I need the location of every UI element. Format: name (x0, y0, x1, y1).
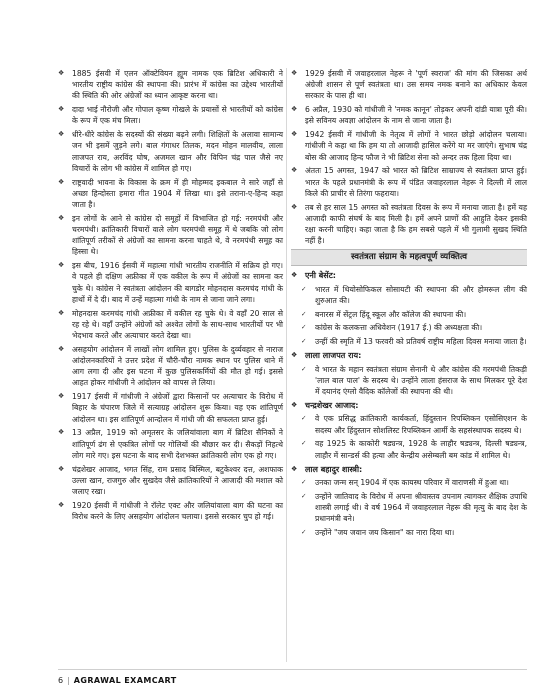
diamond-bullet-icon: ❖ (58, 69, 65, 77)
diamond-bullet-icon: ❖ (291, 351, 298, 360)
list-item (58, 177, 283, 211)
person-heading (291, 350, 527, 361)
list-item-text: 1942 ईसवी में गांधीजी के नेतृत्व में लोगों ने भारत छोड़ो आंदोलन चलाया। गांधीजी ने कहा था कि हम या तो आजादी हासिल करेंगे या मर जाएंगे। सुभाष चंद्र बोस की आजाद हिन्द फौज ने भी ब्रिटिश सेना को अन्दर तक हिला दिया था। (305, 130, 527, 162)
list-item (58, 427, 283, 461)
check-bullet-icon: ✓ (301, 478, 307, 487)
list-item (58, 213, 283, 258)
check-bullet-icon: ✓ (301, 439, 307, 448)
list-item-text: उन्हीं की स्मृति में 13 फरवरी को प्रतिवर्ष राष्ट्रीय महिला दिवस मनाया जाता है। (315, 337, 527, 347)
person-heading (291, 270, 527, 281)
section-title: स्वतंत्रता संग्राम के महत्वपूर्ण व्यक्तित्व (291, 249, 527, 266)
diamond-bullet-icon: ❖ (291, 166, 298, 175)
list-item-text: 1920 ईसवी में गांधीजी ने रॉलेट एक्ट और जलियांवाला बाग की घटना का विरोध करने के लिए असहयोग आंदोलन चलाया। इससे सरकार चुप हो गई। (72, 500, 283, 522)
list-item (291, 165, 527, 199)
diamond-bullet-icon: ❖ (58, 105, 65, 114)
list-item (291, 104, 527, 126)
list-item-text: 1929 ईसवी में जवाहरलाल नेहरू ने 'पूर्ण स्वराज' की मांग की जिसका अर्थ अंग्रेजी शासन से पूर्ण स्वतंत्रता था। उस समय नमक बनाने का अधिकार केवल सरकार के पास ही था। (305, 69, 527, 101)
sub-list-item (301, 527, 527, 538)
check-bullet-icon: ✓ (301, 323, 307, 332)
person-name: चन्द्रशेखर आजाद: (305, 401, 359, 411)
list-item-text: इस बीच, 1916 ईसवी में महात्मा गांधी भारतीय राजनीति में सक्रिय हो गए। वे पहले ही दक्षिण अफ्रीका में एक वकील के रूप में अंग्रेजों का सामना कर चुके थे। कांग्रेस ने स्वतंत्रता आंदोलन की बागडोर मोहनदास करमचंद गांधी के हाथों में दे दी। बाद में उन्हें महात्मा गांधी के नाम से जाना जाने लगा। (72, 261, 283, 304)
list-item-text: कांग्रेस के कलकत्ता अधिवेशन (1917 ई.) की अध्यक्षता की। (315, 323, 483, 333)
list-item (291, 68, 527, 102)
list-item (58, 260, 283, 305)
diamond-bullet-icon: ❖ (291, 271, 298, 280)
check-bullet-icon: ✓ (301, 414, 307, 423)
diamond-bullet-icon: ❖ (58, 392, 65, 401)
sub-list-item (301, 336, 527, 347)
brand-agrawal: AGRAWAL (73, 676, 122, 685)
list-item-text: धीरे-धीरे कांग्रेस के सदस्यों की संख्या बढ़ने लगी। शिक्षितों के अलावा सामान्य जन भी इसमें जुड़ने लगे। बाल गंगाधर तिलक, मदन मोहन मालवीय, लाला लाजपत राय, अरविंद घोष, अजमल खान और विपिन चंद्र पाल जैसे नए विचारों के लोग भी कांग्रेस में शामिल हो गए। (72, 130, 283, 173)
sub-list-item (301, 322, 527, 333)
diamond-bullet-icon: ❖ (58, 130, 65, 139)
list-item (291, 202, 527, 247)
list-item-text: चंद्रशेखर आजाद, भगत सिंह, राम प्रसाद बिस्मिल, बटुकेश्वर दत्त, अशफाक उल्ला खान, राजगुरु और सुखदेव जैसे क्रांतिकारियों ने आजादी की मशाल को जलाए रखा। (72, 464, 283, 497)
list-item (58, 68, 283, 102)
diamond-bullet-icon: ❖ (291, 130, 298, 139)
list-item-text: मोहनदास करमचंद गांधी अफ्रीका में वकील रह चुके थे। वे वहाँ 20 साल से रह रहे थे। वहाँ उन्होंने अंग्रेजों को अश्वेत लोगों के साथ-साथ भारतीयों पर भी भेदभाव करते और अत्याचार करते देखा था। (72, 308, 283, 341)
diamond-bullet-icon: ❖ (58, 464, 65, 473)
sub-list-item (301, 309, 527, 320)
list-item-text: वे भारत के महान स्वतंत्रता संग्राम सेनानी थे और कांग्रेस की गरमपंथी तिकड़ी 'लाल बाल पाल' के सदस्य थे। उन्होंने लाला हंसराज के साथ मिलकर पूरे देश में दयानंद एंग्लो वैदिक कॉलेजों की स्थापना की थी। (315, 364, 527, 397)
list-item-text: तब से हर साल 15 अगस्त को स्वतंत्रता दिवस के रूप में मनाया जाता है। हमें यह आजादी काफी संघर्ष के बाद मिली है। हमें अपने प्राणों की आहुति देकर इसकी रक्षा करनी चाहिए। कहा जाता है कि हम सबसे पहले में भी गुलामी सुखद स्थिति नहीं है। (305, 202, 527, 246)
list-item (58, 104, 283, 126)
footer-divider (58, 669, 527, 670)
right-column (291, 68, 527, 541)
page-footer (58, 675, 177, 687)
diamond-bullet-icon: ❖ (58, 344, 65, 353)
list-item-text: 1885 ईसवी में एलन ऑक्टेवियन ह्यूम नामक एक ब्रिटिश अधिकारी ने भारतीय राष्ट्रीय कांग्रेस की स्थापना की। प्रारंभ में कांग्रेस का उद्देश्य भारतीयों की स्थिति की ओर अंग्रेजों का ध्यान आकृष्ट करना था। (72, 69, 283, 101)
list-item-text: उन्होंने "जय जवान जय किसान" का नारा दिया था। (315, 528, 455, 538)
list-item-text: भारत में थियोसोफिकल सोसायटी की स्थापना की और होमरूल लीग की शुरुआत की। (315, 284, 527, 305)
check-bullet-icon: ✓ (301, 284, 307, 293)
diamond-bullet-icon: ❖ (291, 401, 298, 410)
list-item-text: उनका जन्म सन् 1904 में एक कायस्थ परिवार में वाराणसी में हुआ था। (315, 478, 509, 488)
person-name: एनी बेसेंट: (305, 271, 336, 281)
check-bullet-icon: ✓ (301, 491, 307, 500)
left-column (58, 68, 283, 525)
list-item-text: वह 1925 के काकोरी षड्यन्त्र, 1928 के लाहौर षड्यन्त्र, दिल्ली षड्यन्त्र, लाहौर में सान्डर्स की हत्या और केन्द्रीय असेम्बली बम कांड में शामिल थे। (315, 439, 527, 460)
list-item-text: 1917 ईसवी में गांधीजी ने अंग्रेजों द्वारा किसानों पर अत्याचार के विरोध में बिहार के चंपारण जिले में सत्याग्रह आंदोलन शुरू किया। यह एक शांतिपूर्ण आंदोलन था। इस शांतिपूर्ण आन्दोलन में गांधी जी की सफलता प्राप्त हुई। (72, 392, 283, 424)
diamond-bullet-icon: ❖ (291, 202, 298, 211)
check-bullet-icon: ✓ (301, 309, 307, 318)
person-name: लाल बहादुर शास्त्री: (305, 464, 363, 474)
check-bullet-icon: ✓ (301, 364, 307, 373)
list-item (58, 391, 283, 425)
list-item-text: अंततः 15 अगस्त, 1947 को भारत को ब्रिटिश साम्राज्य से स्वतंत्रता प्राप्त हुई। भारत के पहले प्रधानमंत्री के रूप में पंडित जवाहरलाल नेहरू ने दिल्ली में लाल किले की प्राचीर से तिरंगा फहराया। (305, 166, 527, 198)
list-item-text: बनारस में सेंट्रल हिंदू स्कूल और कॉलेज की स्थापना की। (315, 309, 467, 319)
check-bullet-icon: ✓ (301, 528, 307, 537)
list-item-text: इन लोगों के आने से कांग्रेस दो समूहों में विभाजित हो गई: नरमपंथी और चरमपंथी। क्रांतिकारी विचारों वाले लोग चरमपंथी समूह में थे जबकि जो लोग शांतिपूर्ण तरीकों से अंग्रेजों का सामना करना चाहते थे, वे नरमपंथी समूह का हिस्सा थे। (72, 213, 283, 257)
list-item-text: 13 अप्रैल, 1919 को अमृतसर के जलियांवाला बाग में ब्रिटिश सैनिकों ने शांतिपूर्ण ढंग से एकत्रित लोगों पर गोलियों की बौछार कर दी। सैकड़ों निहत्थे लोग मारे गए। इस घटना के बाद सभी देशभक्त क्रांतिकारी लोग एक हो गए। (72, 428, 283, 460)
person-heading (291, 400, 527, 411)
list-item (58, 308, 283, 342)
sub-list-item (301, 477, 527, 488)
person-heading (291, 464, 527, 475)
footer-separator: | (67, 676, 70, 685)
diamond-bullet-icon: ❖ (291, 105, 298, 114)
sub-list-item (301, 284, 527, 306)
list-item (291, 129, 527, 163)
list-item-text: दादा भाई नौरोजी और गोपाल कृष्ण गोखले के प्रयासों से भारतीयों को कांग्रेस के रूप में एक मंच मिला। (72, 105, 283, 126)
list-item-text: उन्होंने जातिवाद के विरोध में अपना श्रीवास्तव उपनाम त्यागकर शैक्षिक उपाधि शास्त्री लगाई थी। वे वर्ष 1964 में जवाहरलाल नेहरू की मृत्यु के बाद देश के प्रधानमंत्री बने। (315, 491, 527, 524)
diamond-bullet-icon: ❖ (291, 69, 298, 77)
list-item (58, 464, 283, 498)
brand-exam: EXAM (124, 676, 152, 685)
list-item-text: वे एक प्रसिद्ध क्रांतिकारी कार्यकर्ता, हिंदुस्तान रिपब्लिकन एसोसिएशन के सदस्य और हिंदुस्तान सोशलिस्ट रिपब्लिकन आर्मी के सहसंस्थापक सदस्य थे। (315, 414, 527, 435)
diamond-bullet-icon: ❖ (291, 464, 298, 473)
diamond-bullet-icon: ❖ (58, 308, 65, 317)
list-item (58, 344, 283, 389)
sub-list-item (301, 364, 527, 398)
list-item-text: असहयोग आंदोलन में लाखों लोग शामिल हुए। पुलिस के दुर्व्यवहार से नाराज आंदोलनकारियों ने उत्तर प्रदेश में चौरी-चौरा नामक स्थान पर पुलिस थाने में आग लगा दी और इस घटना में कुछ पुलिसकर्मियों की मौत हो गई। इससे आहत होकर गांधीजी ने आंदोलन को वापस ले लिया। (72, 344, 283, 388)
diamond-bullet-icon: ❖ (58, 213, 65, 222)
person-name: लाला लाजपत राय: (305, 351, 362, 361)
list-item (58, 500, 283, 522)
diamond-bullet-icon: ❖ (58, 261, 65, 270)
diamond-bullet-icon: ❖ (58, 177, 65, 186)
list-item-text: राष्ट्रवादी भावना के विकास के क्रम में ही मोहम्मद इकबाल ने सारे जहाँ से अच्छा हिन्दोस्ता हमारा गीत 1904 में लिखा था। इसे तराना-ए-हिन्द कहा जाता है। (72, 177, 283, 210)
check-bullet-icon: ✓ (301, 337, 307, 346)
sub-list-item (301, 438, 527, 460)
brand-cart: CART (151, 676, 177, 685)
brand-logo (74, 676, 177, 685)
list-item (58, 129, 283, 174)
sub-list-item (301, 491, 527, 525)
page-number: 6 (58, 676, 64, 685)
diamond-bullet-icon: ❖ (58, 500, 65, 509)
sub-list-item (301, 413, 527, 435)
column-divider (286, 68, 287, 662)
diamond-bullet-icon: ❖ (58, 428, 65, 437)
list-item-text: 6 अप्रैल, 1930 को गांधीजी ने 'नमक कानून' तोड़कर अपनी दांडी यात्रा पूरी की। इसे सविनय अवज्ञा आंदोलन के नाम से जाना जाता है। (305, 105, 527, 126)
